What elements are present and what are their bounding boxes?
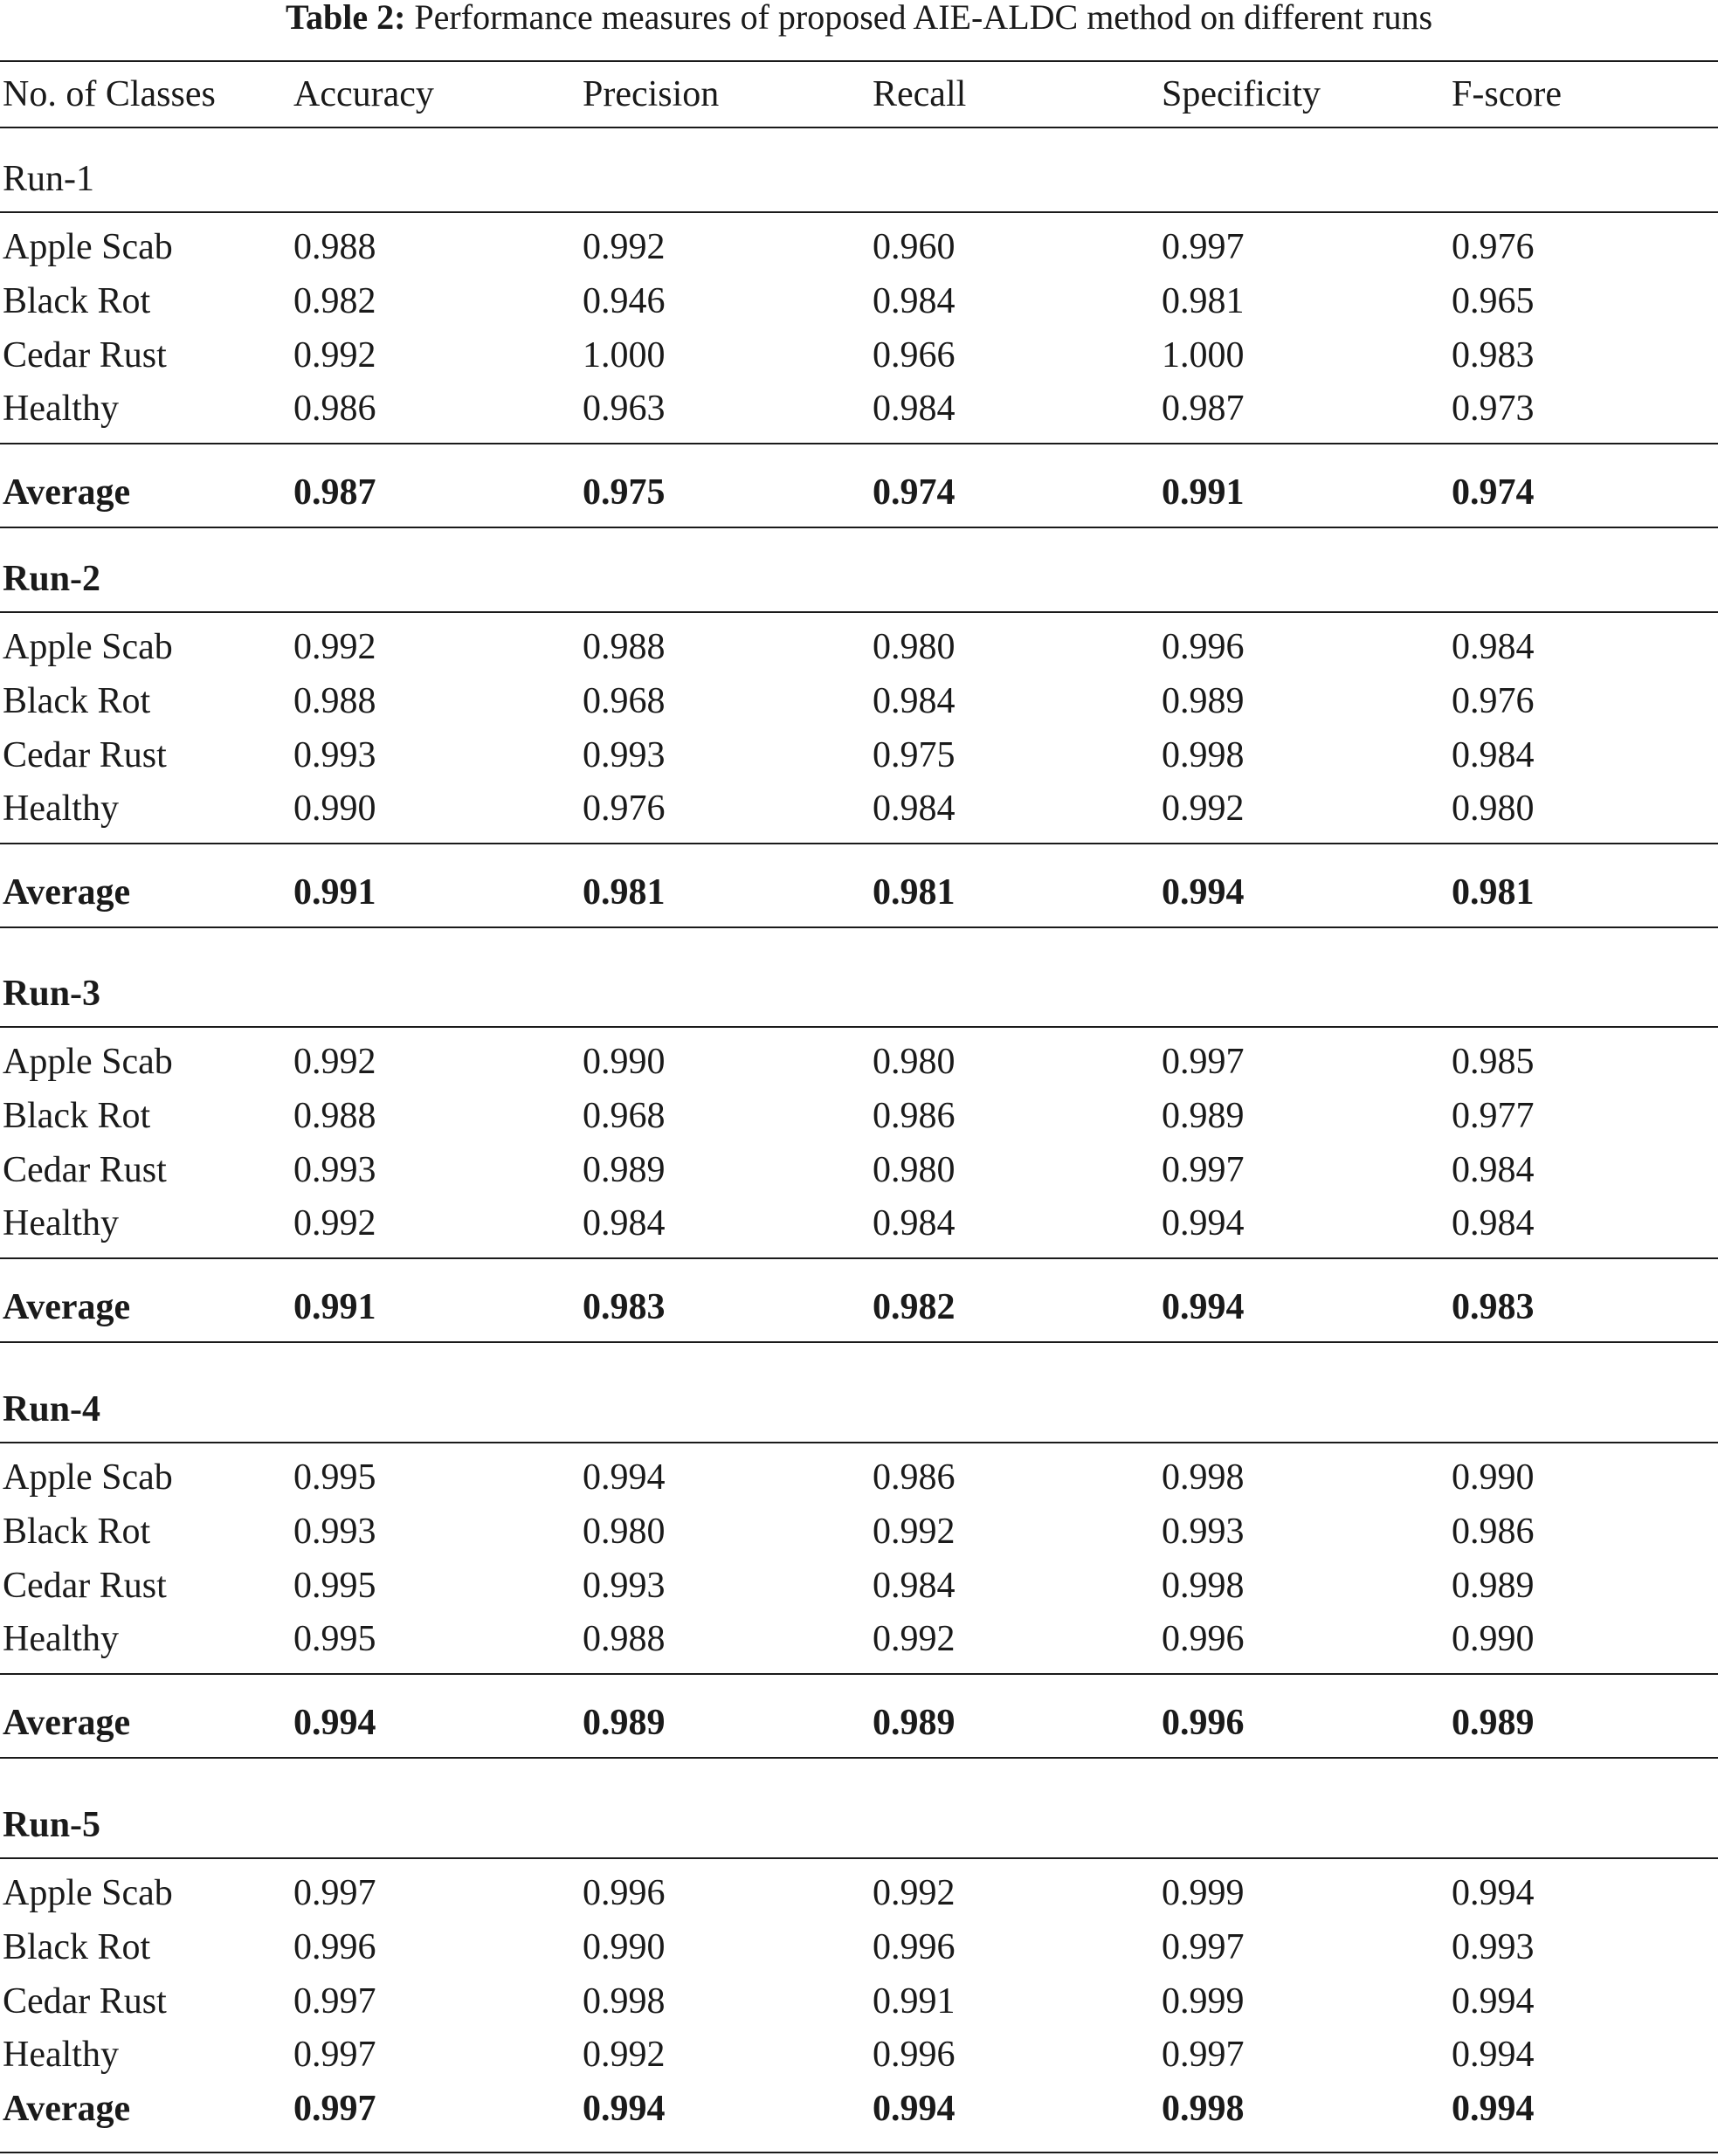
table-cell: 0.973 bbox=[1452, 389, 1535, 430]
table-cell: 0.983 bbox=[583, 1287, 666, 1327]
table-cell: 0.994 bbox=[583, 2089, 666, 2130]
table-cell: 0.989 bbox=[1162, 1095, 1245, 1136]
table-caption bbox=[0, 0, 1718, 35]
table-row bbox=[0, 1511, 1718, 1553]
table-cell: 0.986 bbox=[873, 1457, 956, 1498]
table-cell: 0.965 bbox=[1452, 280, 1535, 321]
run-title-row bbox=[0, 158, 1718, 200]
table-cell: 1.000 bbox=[583, 334, 666, 375]
table-cell: 0.996 bbox=[1162, 627, 1245, 667]
table-cell: Accuracy bbox=[293, 74, 434, 114]
table-cell: 0.974 bbox=[1452, 472, 1535, 513]
table-cell: 0.976 bbox=[1452, 227, 1535, 267]
table-cell: 0.998 bbox=[1162, 1457, 1245, 1498]
run-rows-rule bbox=[0, 843, 1718, 844]
table-header-row bbox=[0, 73, 1718, 115]
table-cell: 0.994 bbox=[1162, 1287, 1245, 1327]
run-bottom-rule bbox=[0, 926, 1718, 928]
table-cell: 0.984 bbox=[1452, 627, 1535, 667]
row-label: Apple Scab bbox=[3, 1873, 173, 1913]
row-label: Black Rot bbox=[3, 1926, 151, 1967]
row-label: Cedar Rust bbox=[3, 1980, 167, 2022]
run-title-rule bbox=[0, 211, 1718, 213]
table-cell: 0.994 bbox=[293, 1703, 376, 1743]
row-label: Black Rot bbox=[3, 1511, 151, 1552]
row-label: Cedar Rust bbox=[3, 334, 167, 375]
table-cell: 0.975 bbox=[873, 734, 956, 775]
row-label: Average bbox=[3, 1703, 131, 1743]
row-label: Healthy bbox=[3, 1203, 119, 1244]
table-cell: 0.993 bbox=[583, 1565, 666, 1606]
table-cell: 0.995 bbox=[293, 1565, 376, 1606]
table-cell: 0.968 bbox=[583, 1095, 666, 1136]
row-label: Healthy bbox=[3, 789, 119, 830]
row-label: No. of Classes bbox=[3, 74, 216, 114]
run-rows-rule bbox=[0, 1257, 1718, 1259]
table-cell: 0.981 bbox=[583, 872, 666, 913]
table-cell: 0.976 bbox=[583, 789, 666, 830]
table-cell: 0.960 bbox=[873, 227, 956, 267]
table-row bbox=[0, 1565, 1718, 1607]
table-cell: 0.998 bbox=[1162, 1565, 1245, 1606]
run-bottom-rule bbox=[0, 1757, 1718, 1759]
row-label: Average bbox=[3, 872, 131, 913]
table-row bbox=[0, 626, 1718, 668]
table-cell: 0.986 bbox=[1452, 1511, 1535, 1552]
table-cell: 0.997 bbox=[1162, 2035, 1245, 2076]
row-label: Healthy bbox=[3, 1619, 119, 1660]
table-cell: 0.984 bbox=[873, 1203, 956, 1244]
table-cell: 0.991 bbox=[293, 872, 376, 913]
row-label: Average bbox=[3, 1287, 131, 1327]
table-cell: 0.993 bbox=[583, 734, 666, 775]
table-cell: 0.989 bbox=[873, 1703, 956, 1743]
table-cell: 0.994 bbox=[1162, 1203, 1245, 1244]
table-cell: 0.997 bbox=[293, 1980, 376, 2022]
table-caption-text: Performance measures of proposed AIE-ALDC method on different runs bbox=[414, 0, 1433, 37]
average-row bbox=[0, 1702, 1718, 1744]
table-cell: 0.993 bbox=[293, 734, 376, 775]
table-cell: 0.991 bbox=[293, 1287, 376, 1327]
table-row bbox=[0, 334, 1718, 376]
row-label: Apple Scab bbox=[3, 1042, 173, 1082]
run-title-rule bbox=[0, 611, 1718, 613]
table-cell: 0.989 bbox=[583, 1149, 666, 1190]
run-title-row bbox=[0, 1804, 1718, 1846]
table-cell: 0.982 bbox=[873, 1287, 956, 1327]
table-cell: 0.996 bbox=[583, 1873, 666, 1913]
table-cell: 0.981 bbox=[1452, 872, 1535, 913]
table-cell: 0.997 bbox=[1162, 227, 1245, 267]
table-cell: 0.982 bbox=[293, 280, 376, 321]
table-cell: 0.990 bbox=[1452, 1619, 1535, 1660]
header-bottom-rule bbox=[0, 127, 1718, 128]
average-row bbox=[0, 1286, 1718, 1328]
table-cell: 0.984 bbox=[1452, 734, 1535, 775]
table-cell: 0.963 bbox=[583, 389, 666, 430]
table-cell: 0.986 bbox=[873, 1095, 956, 1136]
row-label: Run-1 bbox=[3, 159, 94, 199]
row-label: Run-4 bbox=[3, 1389, 101, 1429]
row-label: Cedar Rust bbox=[3, 1565, 167, 1606]
table-cell: 0.992 bbox=[583, 227, 666, 267]
table-cell: 0.993 bbox=[1452, 1926, 1535, 1967]
row-label: Run-5 bbox=[3, 1805, 101, 1845]
row-label: Black Rot bbox=[3, 280, 151, 321]
table-cell: 0.984 bbox=[1452, 1203, 1535, 1244]
table-cell: 0.997 bbox=[1162, 1149, 1245, 1190]
run-rows-rule bbox=[0, 443, 1718, 444]
table-cell: 0.994 bbox=[1452, 1873, 1535, 1913]
table-cell: 0.992 bbox=[1162, 789, 1245, 830]
table-row bbox=[0, 226, 1718, 268]
table-cell: 0.998 bbox=[1162, 734, 1245, 775]
table-row bbox=[0, 734, 1718, 776]
row-label: Healthy bbox=[3, 389, 119, 430]
table-cell: 0.988 bbox=[293, 1095, 376, 1136]
table-row bbox=[0, 1095, 1718, 1137]
run-title-rule bbox=[0, 1857, 1718, 1859]
row-label: Run-2 bbox=[3, 559, 101, 599]
table-row bbox=[0, 1041, 1718, 1083]
table-cell: 0.997 bbox=[1162, 1042, 1245, 1082]
table-cell: 0.987 bbox=[293, 472, 376, 513]
table-cell: 0.980 bbox=[873, 627, 956, 667]
table-cell: 0.974 bbox=[873, 472, 956, 513]
table-row bbox=[0, 1926, 1718, 1968]
row-label: Cedar Rust bbox=[3, 734, 167, 775]
table-cell: 0.992 bbox=[873, 1511, 956, 1552]
run-title-row bbox=[0, 558, 1718, 600]
table-cell: 0.980 bbox=[873, 1042, 956, 1082]
table-cell: 0.987 bbox=[1162, 389, 1245, 430]
table-cell: 0.988 bbox=[583, 627, 666, 667]
table-cell: Specificity bbox=[1162, 74, 1321, 114]
row-label: Apple Scab bbox=[3, 627, 173, 667]
table-cell: 0.997 bbox=[293, 2035, 376, 2076]
run-title-row bbox=[0, 973, 1718, 1015]
table-cell: 0.946 bbox=[583, 280, 666, 321]
table-cell: 0.983 bbox=[1452, 334, 1535, 375]
table-cell: 0.983 bbox=[1452, 1287, 1535, 1327]
table-cell: 0.981 bbox=[873, 872, 956, 913]
table-cell: 0.994 bbox=[1452, 2035, 1535, 2076]
table-cell: 0.990 bbox=[583, 1042, 666, 1082]
table-cell: 0.992 bbox=[583, 2035, 666, 2076]
table-row bbox=[0, 2034, 1718, 2076]
table-cell: 0.984 bbox=[873, 1565, 956, 1606]
row-label: Black Rot bbox=[3, 680, 151, 721]
table-cell: 0.990 bbox=[293, 789, 376, 830]
table-cell: 0.993 bbox=[293, 1149, 376, 1190]
table-row bbox=[0, 388, 1718, 430]
table-cell: 0.981 bbox=[1162, 280, 1245, 321]
table-cell: 0.988 bbox=[293, 227, 376, 267]
run-rows-rule bbox=[0, 1673, 1718, 1675]
table-cell: 0.992 bbox=[873, 1619, 956, 1660]
table-cell: 0.995 bbox=[293, 1457, 376, 1498]
table-row bbox=[0, 788, 1718, 830]
table-row bbox=[0, 1149, 1718, 1191]
table-cell: 0.994 bbox=[1452, 2089, 1535, 2130]
table-row bbox=[0, 1872, 1718, 1914]
table-cell: 0.992 bbox=[293, 627, 376, 667]
table-cell: 0.995 bbox=[293, 1619, 376, 1660]
table-row bbox=[0, 1457, 1718, 1498]
row-label: Healthy bbox=[3, 2035, 119, 2076]
table-row bbox=[0, 1980, 1718, 2022]
table-cell: 0.997 bbox=[293, 2089, 376, 2130]
run-bottom-rule bbox=[0, 527, 1718, 528]
table-cell: 0.992 bbox=[873, 1873, 956, 1913]
table-cell: 0.989 bbox=[1452, 1565, 1535, 1606]
table-cell: 0.998 bbox=[583, 1980, 666, 2022]
table-cell: 0.989 bbox=[1452, 1703, 1535, 1743]
table-cell: 0.989 bbox=[1162, 680, 1245, 721]
table-cell: 0.986 bbox=[293, 389, 376, 430]
table-cell: 0.977 bbox=[1452, 1095, 1535, 1136]
table-cell: 0.968 bbox=[583, 680, 666, 721]
table-caption-label: Table 2: bbox=[285, 0, 406, 37]
row-label: Apple Scab bbox=[3, 227, 173, 267]
table-cell: 0.992 bbox=[293, 1203, 376, 1244]
run-title-rule bbox=[0, 1442, 1718, 1443]
table-cell: 0.994 bbox=[1452, 1980, 1535, 2022]
table-cell: 0.999 bbox=[1162, 1873, 1245, 1913]
table-cell: 0.997 bbox=[293, 1873, 376, 1913]
table-cell: 0.994 bbox=[873, 2089, 956, 2130]
table-cell: 0.966 bbox=[873, 334, 956, 375]
table-cell: 0.980 bbox=[583, 1511, 666, 1552]
row-label: Average bbox=[3, 472, 131, 513]
run-title-row bbox=[0, 1388, 1718, 1430]
table-cell: 0.992 bbox=[293, 1042, 376, 1082]
table-cell: F-score bbox=[1452, 74, 1562, 114]
table-cell: 0.988 bbox=[293, 680, 376, 721]
table-cell: 0.984 bbox=[873, 389, 956, 430]
table-cell: 0.990 bbox=[583, 1926, 666, 1967]
table-bottom-rule bbox=[0, 2152, 1718, 2153]
average-row bbox=[0, 2088, 1718, 2130]
table-cell: 0.988 bbox=[583, 1619, 666, 1660]
table-row bbox=[0, 280, 1718, 322]
table-cell: 0.984 bbox=[873, 680, 956, 721]
table-cell: 0.985 bbox=[1452, 1042, 1535, 1082]
row-label: Cedar Rust bbox=[3, 1149, 167, 1190]
average-row bbox=[0, 472, 1718, 513]
table-cell: 0.989 bbox=[583, 1703, 666, 1743]
average-row bbox=[0, 871, 1718, 913]
table-row bbox=[0, 1202, 1718, 1244]
run-title-rule bbox=[0, 1026, 1718, 1028]
table-cell: 0.984 bbox=[1452, 1149, 1535, 1190]
table-cell: 0.990 bbox=[1452, 1457, 1535, 1498]
table-top-rule bbox=[0, 60, 1718, 62]
table-cell: 0.998 bbox=[1162, 2089, 1245, 2130]
table-cell: 0.980 bbox=[873, 1149, 956, 1190]
table-cell: 0.991 bbox=[1162, 472, 1245, 513]
table-cell: 0.976 bbox=[1452, 680, 1535, 721]
table-cell: 0.993 bbox=[1162, 1511, 1245, 1552]
table-cell: 0.975 bbox=[583, 472, 666, 513]
row-label: Black Rot bbox=[3, 1095, 151, 1136]
table-cell: 0.994 bbox=[1162, 872, 1245, 913]
table-cell: Recall bbox=[873, 74, 967, 114]
table-cell: 0.984 bbox=[873, 280, 956, 321]
table-cell: 0.996 bbox=[1162, 1703, 1245, 1743]
table-cell: 0.996 bbox=[293, 1926, 376, 1967]
table-row bbox=[0, 680, 1718, 722]
table-cell: 0.984 bbox=[873, 789, 956, 830]
table-cell: 0.993 bbox=[293, 1511, 376, 1552]
row-label: Average bbox=[3, 2089, 131, 2130]
table-cell: Precision bbox=[583, 74, 720, 114]
table-cell: 0.984 bbox=[583, 1203, 666, 1244]
table-cell: 1.000 bbox=[1162, 334, 1245, 375]
table-cell: 0.991 bbox=[873, 1980, 956, 2022]
table-cell: 0.999 bbox=[1162, 1980, 1245, 2022]
table-cell: 0.996 bbox=[873, 1926, 956, 1967]
table-cell: 0.996 bbox=[873, 2035, 956, 2076]
row-label: Apple Scab bbox=[3, 1457, 173, 1498]
run-bottom-rule bbox=[0, 1341, 1718, 1343]
row-label: Run-3 bbox=[3, 974, 101, 1014]
table-cell: 0.994 bbox=[583, 1457, 666, 1498]
table-cell: 0.992 bbox=[293, 334, 376, 375]
table-cell: 0.997 bbox=[1162, 1926, 1245, 1967]
table-cell: 0.980 bbox=[1452, 789, 1535, 830]
table-cell: 0.996 bbox=[1162, 1619, 1245, 1660]
table-row bbox=[0, 1618, 1718, 1660]
